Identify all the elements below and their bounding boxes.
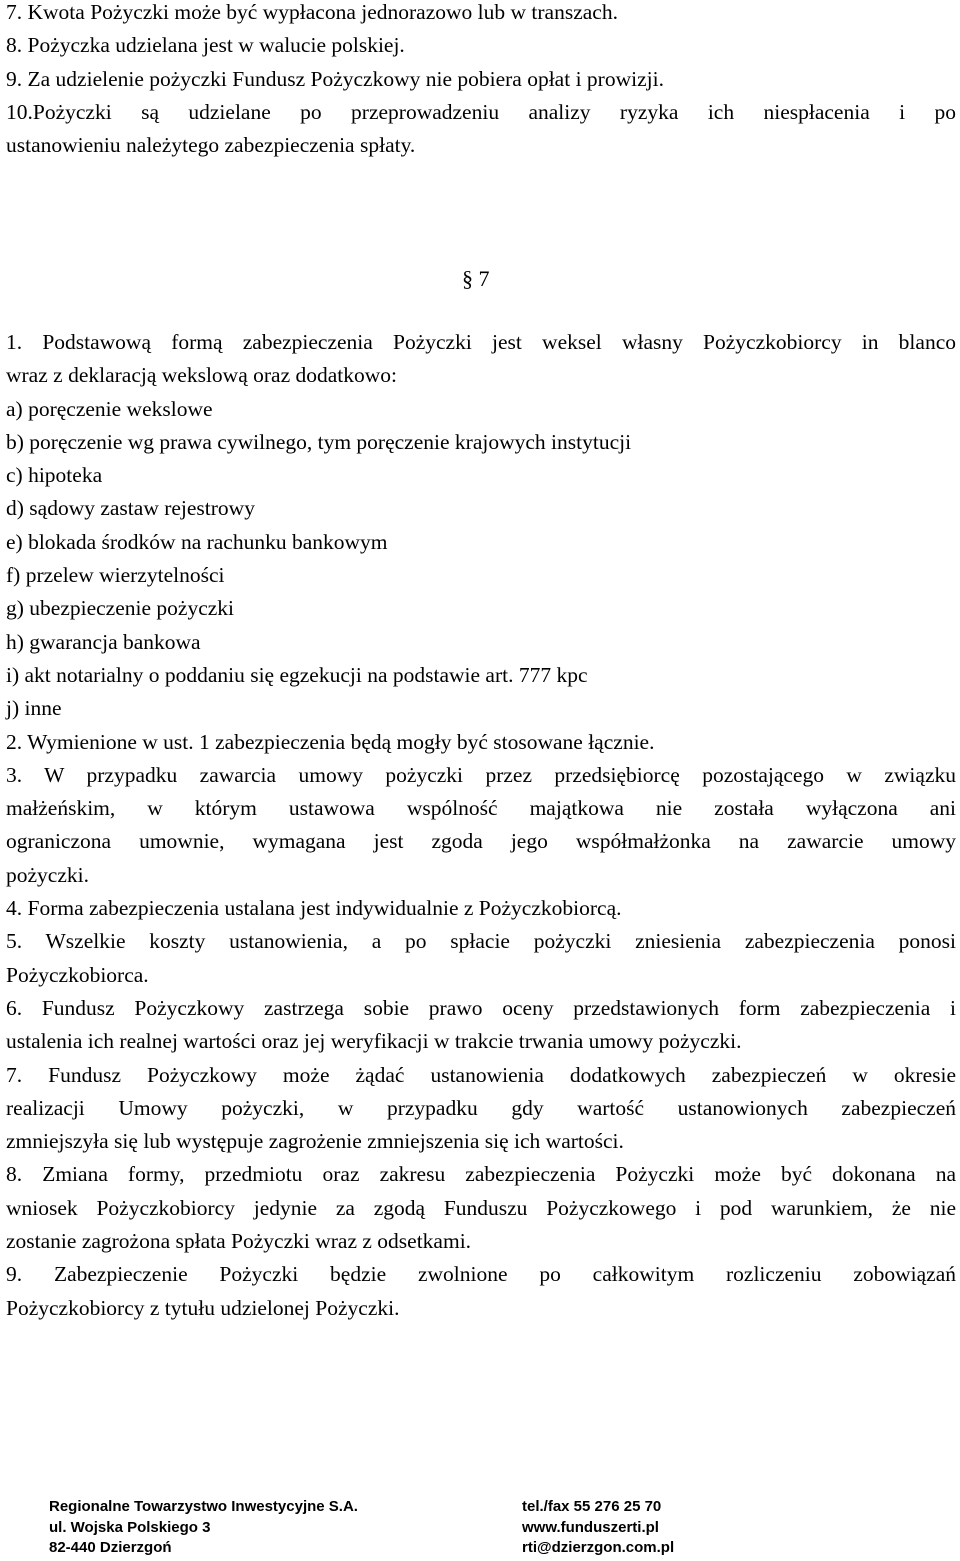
text-line: ustanowieniu należytego zabezpieczenia spłaty.: [6, 133, 416, 158]
paragraph-7-line: 7. Fundusz Pożyczkowy może żądać ustanowienia dodatkowych zabezpieczeń w okresie: [6, 1062, 956, 1087]
paragraph-5-line: Pożyczkobiorca.: [6, 962, 149, 987]
paragraph-3-line: ograniczona umownie, wymagana jest zgoda jego współmałżonka na zawarcie umowy: [6, 829, 956, 854]
section-heading: § 7: [462, 266, 490, 291]
list-item-h: h) gwarancja bankowa: [6, 629, 201, 654]
list-item-e: e) blokada środków na rachunku bankowym: [6, 529, 388, 554]
text-line: 9. Za udzielenie pożyczki Fundusz Pożyczkowy nie pobiera opłat i prowizji.: [6, 66, 664, 91]
paragraph-9-line: 9. Zabezpieczenie Pożyczki będzie zwolnione po całkowitym rozliczeniu zobowiązań: [6, 1262, 956, 1287]
paragraph-6-line: 6. Fundusz Pożyczkowy zastrzega sobie prawo oceny przedstawionych form zabezpieczenia i: [6, 995, 956, 1020]
paragraph-3-line: 3. W przypadku zawarcia umowy pożyczki przez przedsiębiorcę pozostającego w związku: [6, 762, 956, 787]
footer-city: 82-440 Dzierzgoń: [49, 1539, 172, 1556]
preceding-section-text: [6, 0, 956, 162]
paragraph-8-line: 8. Zmiana formy, przedmiotu oraz zakresu zabezpieczenia Pożyczki może być dokonana na: [6, 1162, 956, 1187]
list-item-g: g) ubezpieczenie pożyczki: [6, 596, 235, 621]
paragraph-2-line: 2. Wymienione w ust. 1 zabezpieczenia będą mogły być stosowane łącznie.: [6, 729, 655, 754]
text-line: 10.Pożyczki są udzielane po przeprowadzeniu analizy ryzyka ich niespłacenia i po: [6, 99, 956, 124]
section-7-text: [6, 326, 956, 1325]
paragraph-6-line: ustalenia ich realnej wartości oraz jej weryfikacji w trakcie trwania umowy pożyczki.: [6, 1029, 742, 1054]
paragraph-3-line: pożyczki.: [6, 862, 89, 887]
footer-website: www.funduszerti.pl: [522, 1518, 659, 1536]
footer-phone: tel./fax 55 276 25 70: [522, 1498, 662, 1515]
footer-org-name: Regionalne Towarzystwo Inwestycyjne S.A.: [49, 1498, 358, 1515]
footer-contact: [522, 1497, 674, 1559]
list-item-f: f) przelew wierzytelności: [6, 563, 225, 588]
paragraph-7-line: zmniejszyła się lub występuje zagrożenie zmniejszenia się ich wartości.: [6, 1129, 624, 1154]
paragraph-1-line: 1. Podstawową formą zabezpieczenia Pożyczki jest weksel własny Pożyczkobiorcy in blanco: [6, 330, 956, 354]
list-item-c: c) hipoteka: [6, 463, 103, 488]
list-item-a: a) poręczenie wekslowe: [6, 396, 213, 421]
paragraph-8-line: wniosek Pożyczkobiorcy jedynie za zgodą Funduszu Pożyczkowego i pod warunkiem, że nie: [6, 1195, 956, 1220]
footer-address: [49, 1497, 358, 1559]
paragraph-7-line: realizacji Umowy pożyczki, w przypadku gdy wartość ustanowionych zabezpieczeń: [6, 1095, 956, 1120]
footer-email: rti@dzierzgon.com.pl: [522, 1539, 675, 1556]
list-item-j: j) inne: [6, 696, 62, 721]
list-item-i: i) akt notarialny o poddaniu się egzekucji na podstawie art. 777 kpc: [6, 662, 588, 687]
list-item-d: d) sądowy zastaw rejestrowy: [6, 496, 255, 521]
paragraph-9-line: Pożyczkobiorcy z tytułu udzielonej Pożyczki.: [6, 1295, 400, 1320]
footer-street: ul. Wojska Polskiego 3: [49, 1518, 211, 1536]
paragraph-3-line: małżeńskim, w którym ustawowa wspólność majątkowa nie została wyłączona ani: [6, 796, 956, 821]
paragraph-4-line: 4. Forma zabezpieczenia ustalana jest indywidualnie z Pożyczkobiorcą.: [6, 896, 622, 921]
list-item-b: b) poręczenie wg prawa cywilnego, tym poręczenie krajowych instytucji: [6, 429, 632, 454]
text-line: 7. Kwota Pożyczki może być wypłacona jednorazowo lub w transzach.: [6, 0, 618, 24]
paragraph-1-line: wraz z deklaracją wekslową oraz dodatkowo:: [6, 363, 397, 388]
paragraph-5-line: 5. Wszelkie koszty ustanowienia, a po spłacie pożyczki zniesienia zabezpieczenia ponosi: [6, 929, 956, 954]
text-line: 8. Pożyczka udzielana jest w walucie polskiej.: [6, 33, 405, 58]
paragraph-8-line: zostanie zagrożona spłata Pożyczki wraz z odsetkami.: [6, 1229, 472, 1254]
